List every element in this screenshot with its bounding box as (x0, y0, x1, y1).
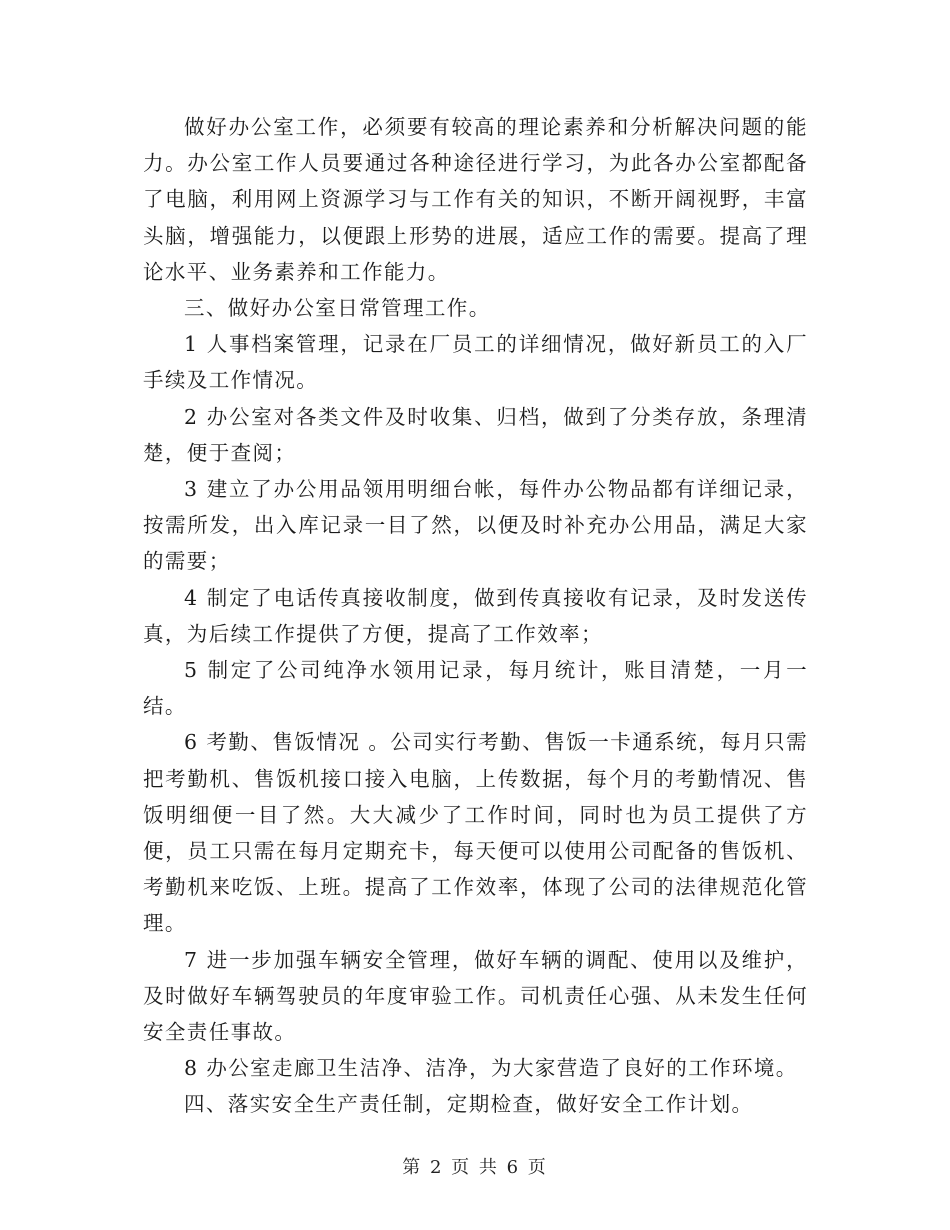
list-item-4: 4 制定了电话传真接收制度，做到传真接收有记录，及时发送传真，为后续工作提供了方便，提高了工作效率； (143, 585, 808, 646)
document-body (143, 109, 808, 1123)
list-item-6: 6 考勤、售饭情况 。公司实行考勤、售饭一卡通系统，每月只需把考勤机、售饭机接口接入电脑，上传数据，每个月的考勤情况、售饭明细便一目了然。大大减少了工作时间，同时也为员工提供了方便，员工只需在每月定期充卡，每天便可以使用公司配备的售饭机、考勤机来吃饭、上班。提高了工作效率，体现了公司的法律规范化管理。 (143, 730, 808, 936)
page-number-footer: 第 2 页 共 6 页 (402, 1157, 548, 1178)
section-heading-3: 三、做好办公室日常管理工作。 (184, 296, 491, 321)
list-item-1: 1 人事档案管理，记录在厂员工的详细情况，做好新员工的入厂手续及工作情况。 (143, 332, 808, 393)
paragraph-intro: 做好办公室工作，必须要有较高的理论素养和分析解决问题的能力。办公室工作人员要通过各种途径进行学习，为此各办公室都配备了电脑，利用网上资源学习与工作有关的知识，不断开阔视野，丰富头脑，增强能力，以便跟上形势的进展，适应工作的需要。提高了理论水平、业务素养和工作能力。 (143, 115, 808, 284)
list-item-3: 3 建立了办公用品领用明细台帐，每件办公物品都有详细记录，按需所发，出入库记录一目了然，以便及时补充办公用品，满足大家的需要； (143, 477, 808, 574)
section-heading-4: 四、落实安全生产责任制，定期检查，做好安全工作计划。 (184, 1092, 754, 1117)
list-item-2: 2 办公室对各类文件及时收集、归档，做到了分类存放，条理清楚，便于查阅； (143, 404, 808, 465)
list-item-7: 7 进一步加强车辆安全管理，做好车辆的调配、使用以及维护，及时做好车辆驾驶员的年度审验工作。司机责任心强、从未发生任何安全责任事故。 (143, 947, 808, 1045)
list-item-5: 5 制定了公司纯净水领用记录，每月统计，账目清楚，一月一结。 (143, 658, 808, 719)
list-item-8: 8 办公室走廊卫生洁净、洁净，为大家营造了良好的工作环境。 (184, 1056, 798, 1081)
